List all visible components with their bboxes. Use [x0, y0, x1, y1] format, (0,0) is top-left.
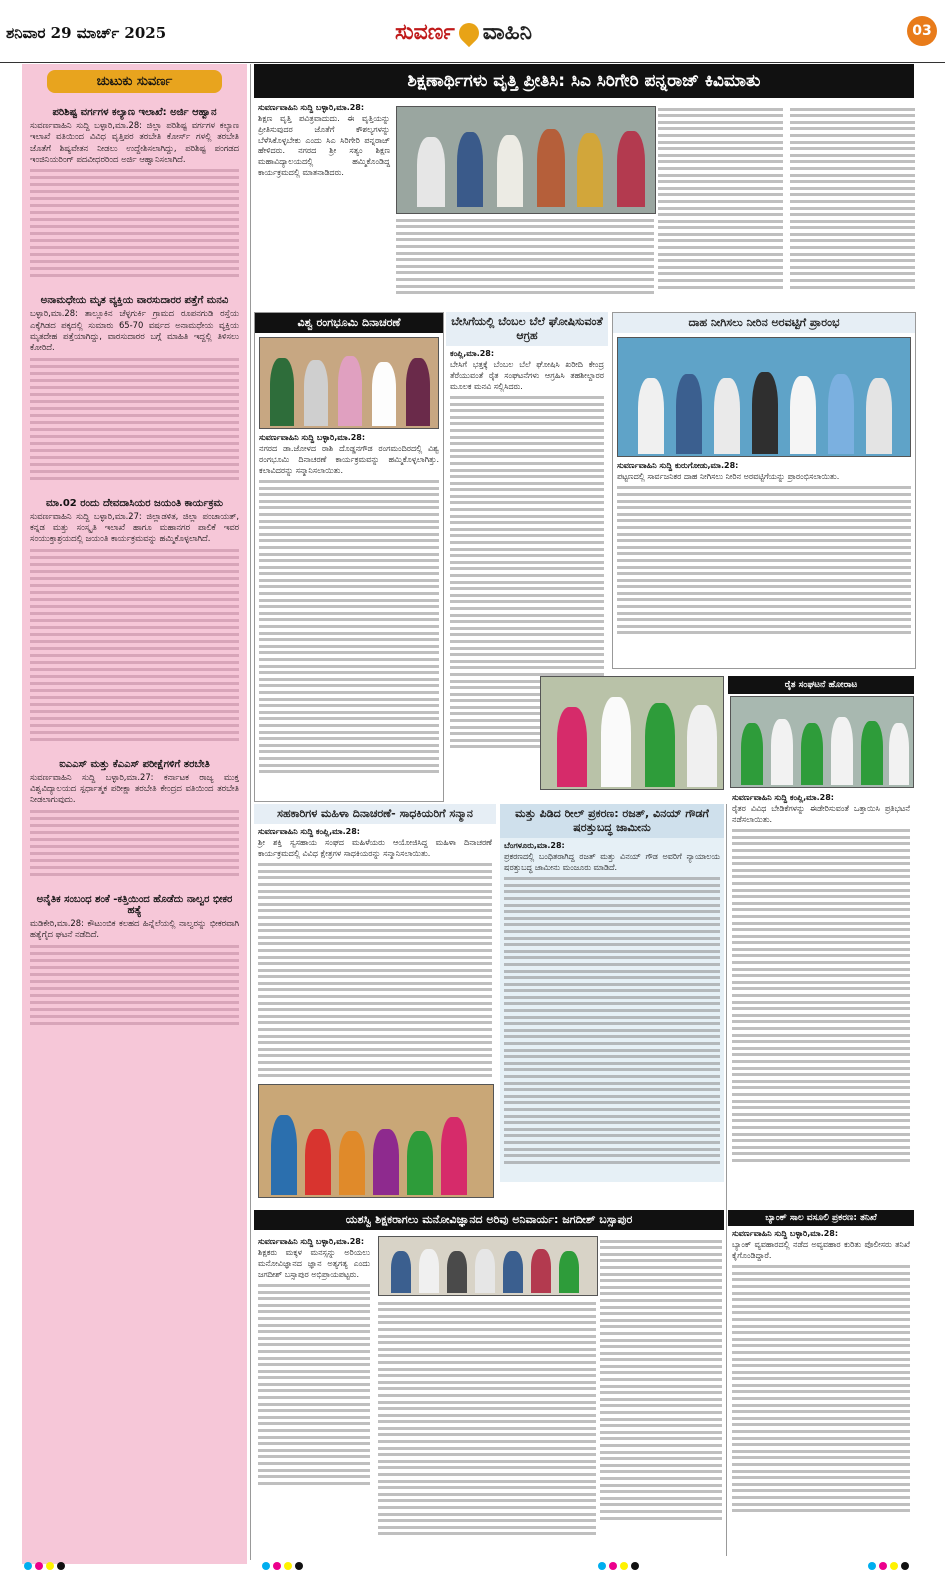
article-text-lines	[617, 486, 911, 634]
memorandum-photo	[540, 676, 724, 790]
rally-caption: ರೈತ ಸಂಘಟನೆ ಹೋರಾಟ	[728, 676, 914, 694]
article-text-lines	[259, 480, 439, 773]
article-text: ಪ್ರಕರಣದಲ್ಲಿ ಬಂಧಿತರಾಗಿದ್ದ ರಜತ್ ಮತ್ತು ವಿನಯ್ ಗೌಡ ಅವರಿಗೆ ನ್ಯಾಯಾಲಯ ಷರತ್ತುಬದ್ಧ ಜಾಮೀನು ಮಂಜೂರು ಮಾಡಿದೆ.	[504, 852, 720, 872]
article-text: ಶಿಕ್ಷಣ ವೃತ್ತಿ ಪವಿತ್ರವಾದುದು. ಈ ವೃತ್ತಿಯನ್ನು ಪ್ರೀತಿಸುವುದರ ಜೊತೆಗೆ ಕೌಶಲ್ಯಗಳನ್ನು ಬೆಳೆಸಿಕೊಳ್ಳಬೇಕು ಎಂದು ಸಿಎ ಸಿರಿಗೇರಿ ಪನ್ನರಾಜ್ ಹೇಳಿದರು. ನಗರದ ಶ್ರೀ ಸತ್ಯಂ ಶಿಕ್ಷಣ ಮಹಾವಿದ್ಯಾಲಯದಲ್ಲಿ ಹಮ್ಮಿಕೊಂಡಿದ್ದ ಕಾರ್ಯಕ್ರಮದಲ್ಲಿ ಮಾತನಾಡಿದರು.	[258, 114, 390, 177]
logo-left: ಸುವರ್ಣ	[395, 20, 455, 45]
text-lines	[30, 810, 239, 876]
newspaper-logo	[395, 20, 532, 45]
article-text: ಬ್ಯಾಂಕ್ ವ್ಯವಹಾರದಲ್ಲಿ ನಡೆದ ಅವ್ಯವಹಾರ ಕುರಿತು ಪೊಲೀಸರು ತನಿಖೆ ಕೈಗೊಂಡಿದ್ದಾರೆ.	[732, 1240, 910, 1260]
sidebar-article	[22, 751, 247, 886]
text-lines	[30, 169, 239, 277]
sidebar-article-head: ಐಎಎಸ್ ಮತ್ತು ಕೆಎಎಸ್ ಪರೀಕ್ಷೆಗಳಿಗೆ ತರಬೇತಿ	[59, 758, 210, 770]
column-rule	[250, 64, 251, 1560]
article-title: ದಾಹ ನೀಗಿಸಲು ನೀರಿನ ಅರವಟ್ಟಿಗೆ ಪ್ರಾರಂಭ	[613, 313, 915, 333]
theatre-photo	[259, 337, 439, 429]
water-stall-photo	[617, 337, 911, 457]
lead-article-left	[254, 100, 394, 310]
flame-icon	[455, 19, 483, 47]
registration-marks	[24, 1562, 65, 1570]
sidebar-article-text: ಸುವರ್ಣವಾಹಿನಿ ಸುದ್ದಿ ಬಳ್ಳಾರಿ,ಮಾ.28: ಜಿಲ್ಲಾ ಪರಿಶಿಷ್ಟ ವರ್ಗಗಳ ಕಲ್ಯಾಣ ಇಲಾಖೆ ವತಿಯಿಂದ ವಿವಿಧ ವೃತ್ತಿಪರ ತರಬೇತಿ ಕೋರ್ಸ್ ಗಳಲ್ಲಿ ತರಬೇತಿ ಜೊತೆಗೆ ಶಿಷ್ಯವೇತನ ನೀಡಲು ಉದ್ದೇಶಿಸಲಾಗಿದ್ದು, ಪರಿಶಿಷ್ಟ ಪಂಗಡದ ಇಂಜಿನಿಯರಿಂಗ್ ಪದವೀಧರರಿಂದ ಅರ್ಜಿ ಆಹ್ವಾನಿಸಲಾಗಿದೆ.	[30, 120, 239, 165]
teachers-text-lines	[378, 1298, 596, 1539]
main-headline: ಶಿಕ್ಷಣಾರ್ಥಿಗಳು ವೃತ್ತಿ ಪ್ರೀತಿಸಿ: ಸಿಎ ಸಿರಿಗೇರಿ ಪನ್ನರಾಜ್ ಕಿವಿಮಾತು	[254, 64, 914, 98]
sidebar-article	[22, 99, 247, 287]
article-title: ಬ್ಯಾಂಕ್ ಸಾಲ ವಸೂಲಿ ಪ್ರಕರಣ: ತನಿಖೆ	[728, 1210, 914, 1226]
article-text: ಪಟ್ಟಣದಲ್ಲಿ ಸಾರ್ವಜನಿಕರ ದಾಹ ನೀಗಿಸಲು ನೀರಿನ ಅರವಟ್ಟಿಗೆಯನ್ನು ಪ್ರಾರಂಭಿಸಲಾಯಿತು.	[617, 472, 840, 481]
sidebar-banner: ಚುಟುಕು ಸುವರ್ಣ	[47, 70, 222, 93]
dateline: ಸುವರ್ಣವಾಹಿನಿ ಸುದ್ದಿ ಕುರುಗೋಡು,ಮಾ.28:	[617, 461, 739, 470]
dateline: ಸುವರ್ಣವಾಹಿನಿ ಸುದ್ದಿ ಬಳ್ಳಾರಿ,ಮಾ.28:	[259, 433, 366, 442]
dateline: ಕಂಪ್ಲಿ,ಮಾ.28:	[450, 349, 495, 358]
farmers-article	[728, 790, 914, 1206]
bail-article	[500, 804, 724, 1182]
article-text: ರೈತರ ವಿವಿಧ ಬೇಡಿಕೆಗಳನ್ನು ಈಡೇರಿಸುವಂತೆ ಒತ್ತಾಯಿಸಿ ಪ್ರತಿಭಟನೆ ನಡೆಸಲಾಯಿತು.	[732, 804, 910, 824]
sidebar-article	[22, 490, 247, 751]
sidebar-article-text: ಬಳ್ಳಾರಿ,ಮಾ.28: ತಾಲ್ಲೂಕಿನ ಚೆಳ್ಳಗುರ್ಕಿ ಗ್ರಾಮದ ರೂಪನಗುಡಿ ರಸ್ತೆಯ ಎಕ್ಕೆಗಿಡದ ಪಕ್ಕದಲ್ಲಿ ಸುಮಾರು 65-70 ವರ್ಷದ ಅನಾಮಧೇಯ ವ್ಯಕ್ತಿಯ ಮೃತದೇಹ ಪತ್ತೆಯಾಗಿದ್ದು, ವಾರಸುದಾರರ ಬಗ್ಗೆ ಮಾಹಿತಿ ಇದ್ದಲ್ಲಿ ತಿಳಿಸಲು ಕೋರಿದೆ.	[30, 308, 239, 353]
water-stall-article	[612, 312, 916, 669]
sidebar-article-head: ಅನಾಮಧೇಯ ಮೃತ ವ್ಯಕ್ತಿಯ ವಾರಸುದಾರರ ಪತ್ತೆಗೆ ಮನವಿ	[40, 295, 229, 307]
masthead	[0, 0, 945, 63]
sidebar-article-head: ಮಾ.02 ರಂದು ದೇವದಾಸಿಯರ ಜಯಂತಿ ಕಾರ್ಯಕ್ರಮ	[45, 497, 223, 509]
article-text-lines	[732, 829, 910, 1162]
sidebar-article-text: ಮಡಿಕೇರಿ,ಮಾ.28: ಕೌಟುಂಬಿಕ ಕಲಹದ ಹಿನ್ನೆಲೆಯಲ್ಲಿ ನಾಲ್ವರನ್ನು ಭೀಕರವಾಗಿ ಹತ್ಯೆಗೈದ ಘಟನೆ ನಡೆದಿದೆ.	[30, 917, 239, 940]
text-lines	[30, 945, 239, 1025]
sidebar-article-head: ಅನೈತಿಕ ಸಂಬಂಧ ಶಂಕೆ -ಕತ್ತಿಯಿಂದ ಹೊಡೆದು ನಾಲ್ವರ ಭೀಕರ ಹತ್ಯೆ	[36, 893, 233, 916]
registration-marks	[598, 1562, 639, 1570]
bank-article	[728, 1210, 914, 1556]
article-text-lines	[504, 877, 720, 1164]
dateline: ಸುವರ್ಣವಾಹಿನಿ ಸುದ್ದಿ ಬಳ್ಳಾರಿ,ಮಾ.28:	[258, 1237, 365, 1246]
column-rule	[726, 804, 727, 1556]
registration-marks	[262, 1562, 303, 1570]
sidebar-article-text: ಸುವರ್ಣವಾಹಿನಿ ಸುದ್ದಿ ಬಳ್ಳಾರಿ,ಮಾ.27: ಕರ್ನಾಟಕ ರಾಜ್ಯ ಮುಕ್ತ ವಿಶ್ವವಿದ್ಯಾಲಯದ ಸ್ಪರ್ಧಾತ್ಮಕ ಪರೀಕ್ಷಾ ತರಬೇತಿ ಕೇಂದ್ರದ ವತಿಯಿಂದ ತರಬೇತಿ ನೀಡಲಾಗುವುದು.	[30, 771, 239, 805]
text-lines	[30, 358, 239, 480]
dateline: ಸುವರ್ಣವಾಹಿನಿ ಸುದ್ದಿ ಬಳ್ಳಾರಿ,ಮಾ.28:	[732, 1229, 839, 1238]
dateline: ಸುವರ್ಣವಾಹಿನಿ ಸುದ್ದಿ ಕಂಪ್ಲಿ,ಮಾ.28:	[732, 793, 834, 802]
article-title: ವಿಶ್ವ ರಂಗಭೂಮಿ ದಿನಾಚರಣೆ	[255, 313, 443, 333]
text-lines	[30, 549, 239, 741]
sidebar-article	[22, 886, 247, 1035]
article-text: ಬೇಸಿಗೆ ಭತ್ತಕ್ಕೆ ಬೆಂಬಲ ಬೆಲೆ ಘೋಷಿಸಿ ಖರೀದಿ ಕೇಂದ್ರ ತೆರೆಯುವಂತೆ ರೈತ ಸಂಘಟನೆಗಳು ಆಗ್ರಹಿಸಿ ತಹಶೀಲ್ದಾರರ ಮೂಲಕ ಮನವಿ ಸಲ್ಲಿಸಿದರು.	[450, 360, 604, 391]
dateline: ಸುವರ್ಣವಾಹಿನಿ ಸುದ್ದಿ ಕಂಪ್ಲಿ,ಮಾ.28:	[258, 827, 360, 836]
issue-date: ಶನಿವಾರ 29 ಮಾರ್ಚ್ 2025	[6, 24, 167, 42]
sidebar-briefs	[22, 64, 247, 1564]
article-text: ನಗರದ ಡಾ.ಜೋಳದ ರಾಶಿ ದೊಡ್ಡನಗೌಡ ರಂಗಮಂದಿರದಲ್ಲಿ ವಿಶ್ವ ರಂಗಭೂಮಿ ದಿನಾಚರಣೆ ಕಾರ್ಯಕ್ರಮವನ್ನು ಹಮ್ಮಿಕೊಳ್ಳಲಾಗಿತ್ತು. ಕಲಾವಿದರನ್ನು ಸನ್ಮಾನಿಸಲಾಯಿತು.	[259, 444, 439, 475]
lead-text-lines	[790, 104, 915, 292]
world-theatre-article	[254, 312, 444, 802]
womens-day-photo	[258, 1084, 494, 1198]
page-number: 03	[907, 16, 937, 46]
teachers-headline: ಯಶಸ್ವಿ ಶಿಕ್ಷಕರಾಗಲು ಮನೋವಿಜ್ಞಾನದ ಅರಿವು ಅನಿವಾರ್ಯ: ಜಗದೀಶ್ ಬಸ್ಸಾಪುರ	[254, 1210, 724, 1230]
lead-photo	[396, 106, 656, 214]
sidebar-article-text: ಸುವರ್ಣವಾಹಿನಿ ಸುದ್ದಿ ಬಳ್ಳಾರಿ,ಮಾ.27: ಜಿಲ್ಲಾಡಳಿತ, ಜಿಲ್ಲಾ ಪಂಚಾಯತ್, ಕನ್ನಡ ಮತ್ತು ಸಂಸ್ಕೃತಿ ಇಲಾಖೆ ಹಾಗೂ ಮಹಾನಗರ ಪಾಲಿಕೆ ಇವರ ಸಂಯುಕ್ತಾಶ್ರಯದಲ್ಲಿ ಜಯಂತಿ ಕಾರ್ಯಕ್ರಮವನ್ನು ಹಮ್ಮಿಕೊಳ್ಳಲಾಗಿದೆ.	[30, 510, 239, 544]
article-text-lines	[732, 1265, 910, 1512]
rally-photo	[730, 696, 914, 788]
registration-marks	[868, 1562, 909, 1570]
article-title: ಬೇಸಿಗೆಯಲ್ಲಿ ಬೆಂಬಲ ಬೆಲೆ ಘೋಷಿಸುವಂತೆ ಆಗ್ರಹ	[446, 312, 608, 346]
article-text-lines	[258, 1284, 370, 1485]
article-title: ಸಹಕಾರಿಗಳ ಮಹಿಳಾ ದಿನಾಚರಣೆ- ಸಾಧಕಿಯರಿಗೆ ಸನ್ಮಾನ	[254, 804, 496, 824]
lead-text-lines	[396, 215, 654, 298]
sidebar-article	[22, 287, 247, 489]
lead-text-lines	[658, 104, 783, 292]
article-title: ಮತ್ತು ಪಿಡಿದ ರೀಲ್ ಪ್ರಕರಣ: ರಜತ್, ವಿನಯ್ ಗೌಡಗೆ ಷರತ್ತುಬದ್ಧ ಜಾಮೀನು	[500, 804, 724, 838]
dateline: ಸುವರ್ಣವಾಹಿನಿ ಸುದ್ದಿ ಬಳ್ಳಾರಿ,ಮಾ.28:	[258, 103, 365, 112]
article-text: ಶಿಕ್ಷಕರು ಮಕ್ಕಳ ಮನಸ್ಸನ್ನು ಅರಿಯಲು ಮನೋವಿಜ್ಞಾನದ ಜ್ಞಾನ ಅತ್ಯಗತ್ಯ ಎಂದು ಜಗದೀಶ್ ಬಸ್ಸಾಪುರ ಅಭಿಪ್ರಾಯಪಟ್ಟರು.	[258, 1248, 370, 1279]
logo-right: ವಾಹಿನಿ	[482, 20, 533, 45]
article-text: ಶ್ರೀ ಶಕ್ತಿ ಸ್ವಸಹಾಯ ಸಂಘದ ಮಹಿಳೆಯರು ಆಯೋಜಿಸಿದ್ದ ಮಹಿಳಾ ದಿನಾಚರಣೆ ಕಾರ್ಯಕ್ರಮದಲ್ಲಿ ವಿವಿಧ ಕ್ಷೇತ್ರಗಳ ಸಾಧಕಿಯರನ್ನು ಸನ್ಮಾನಿಸಲಾಯಿತು.	[258, 838, 492, 858]
article-text-lines	[258, 863, 492, 1077]
teachers-text-lines	[600, 1236, 722, 1523]
teachers-article	[254, 1234, 374, 1556]
dateline: ಬೆಂಗಳೂರು,ಮಾ.28:	[504, 841, 565, 850]
teachers-photo	[378, 1236, 598, 1296]
sidebar-article-head: ಪರಿಶಿಷ್ಟ ವರ್ಗಗಳ ಕಲ್ಯಾಣ ಇಲಾಖೆ: ಅರ್ಜಿ ಆಹ್ವಾನ	[52, 107, 217, 118]
